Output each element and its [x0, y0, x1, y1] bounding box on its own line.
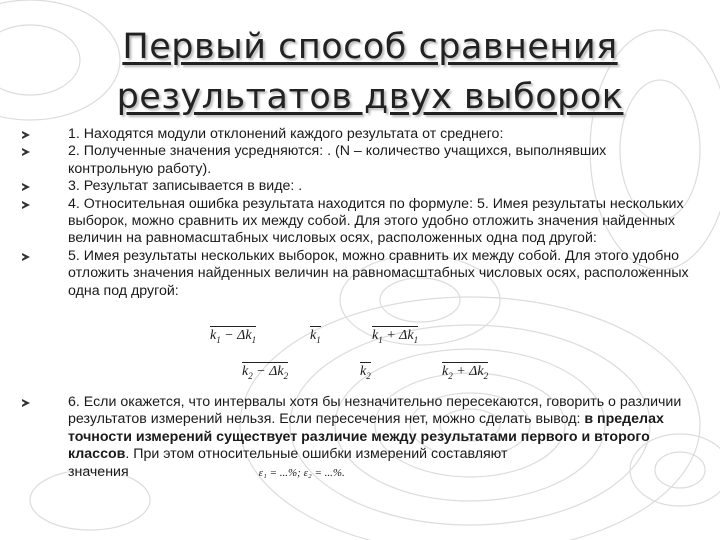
list-item — [22, 178, 692, 195]
title-line-2: результатов двух выборок — [116, 77, 624, 117]
list-item — [22, 143, 692, 178]
bullet-arrow-icon — [22, 148, 30, 156]
list-item-text: 5. Имея результаты нескольких выборок, можно сравнить их между собой. Для этого удобно отложить значения найденных величин на равномасштабных числовых осях, расположенных одна под другой: — [68, 247, 689, 299]
list-item-text: 4. Относительная ошибка результата находится по формуле: 5. Имея результаты нескольких выборок, можно сравнить их между собой. Для этого удобно отложить значения найденных величин на равномасштабных числовых осях, расположенных одна под другой: — [68, 195, 684, 247]
formula-k1-plus: $k_1 + \Delta k_1$ — [372, 328, 419, 345]
bullet-list — [22, 126, 692, 300]
list-item-text: 3. Результат записывается в виде: . — [68, 178, 303, 195]
bullet-list-2 — [22, 394, 692, 482]
list-item — [22, 126, 692, 143]
formula-k1: $k_1$ — [310, 328, 321, 345]
list-item-text: 2. Полученные значения усредняются: . (N – количество учащихся, выполнявших контрольную работу). — [68, 143, 607, 177]
list-item-text: 1. Находятся модули отклонений каждого результата от среднего: — [68, 126, 504, 142]
list-item-text: 6. Если окажется, что интервалы хотя бы незначительно пересекаются, говорить о различии результатов измерений нельзя. Если пересечения нет, можно сделать вывод: в пределах точности измерений существует различие между результатами первого и второго классов. При этом относительные ошибки измерений составляют значения ε₁ = ...%; ε₂ = ...%. — [68, 394, 682, 480]
bold-conclusion: в пределах точности измерений существует различие между результатами первого и второго классов — [68, 411, 664, 463]
formula-k2-plus: $k_2 + \Delta k_2$ — [442, 364, 489, 381]
bullet-arrow-icon — [22, 183, 30, 191]
bullet-arrow-icon — [22, 201, 30, 209]
title-line-1: Первый способ сравнения — [122, 27, 618, 67]
list-item — [22, 248, 692, 300]
formula-k2-minus: $k_2 - \Delta k_2$ — [242, 364, 289, 381]
bullet-arrow-icon — [22, 131, 30, 139]
error-values-formula: ε₁ = ...%; ε₂ = ...%. — [258, 466, 345, 479]
list-item — [22, 394, 692, 482]
list-item — [22, 196, 692, 248]
number-axes-formulas — [200, 328, 500, 386]
bullet-arrow-icon — [22, 253, 30, 261]
bullet-arrow-icon — [22, 399, 30, 407]
slide-title — [60, 22, 680, 122]
formula-k2: $k_2$ — [360, 364, 371, 381]
formula-k1-minus: $k_1 - \Delta k_1$ — [210, 328, 257, 345]
